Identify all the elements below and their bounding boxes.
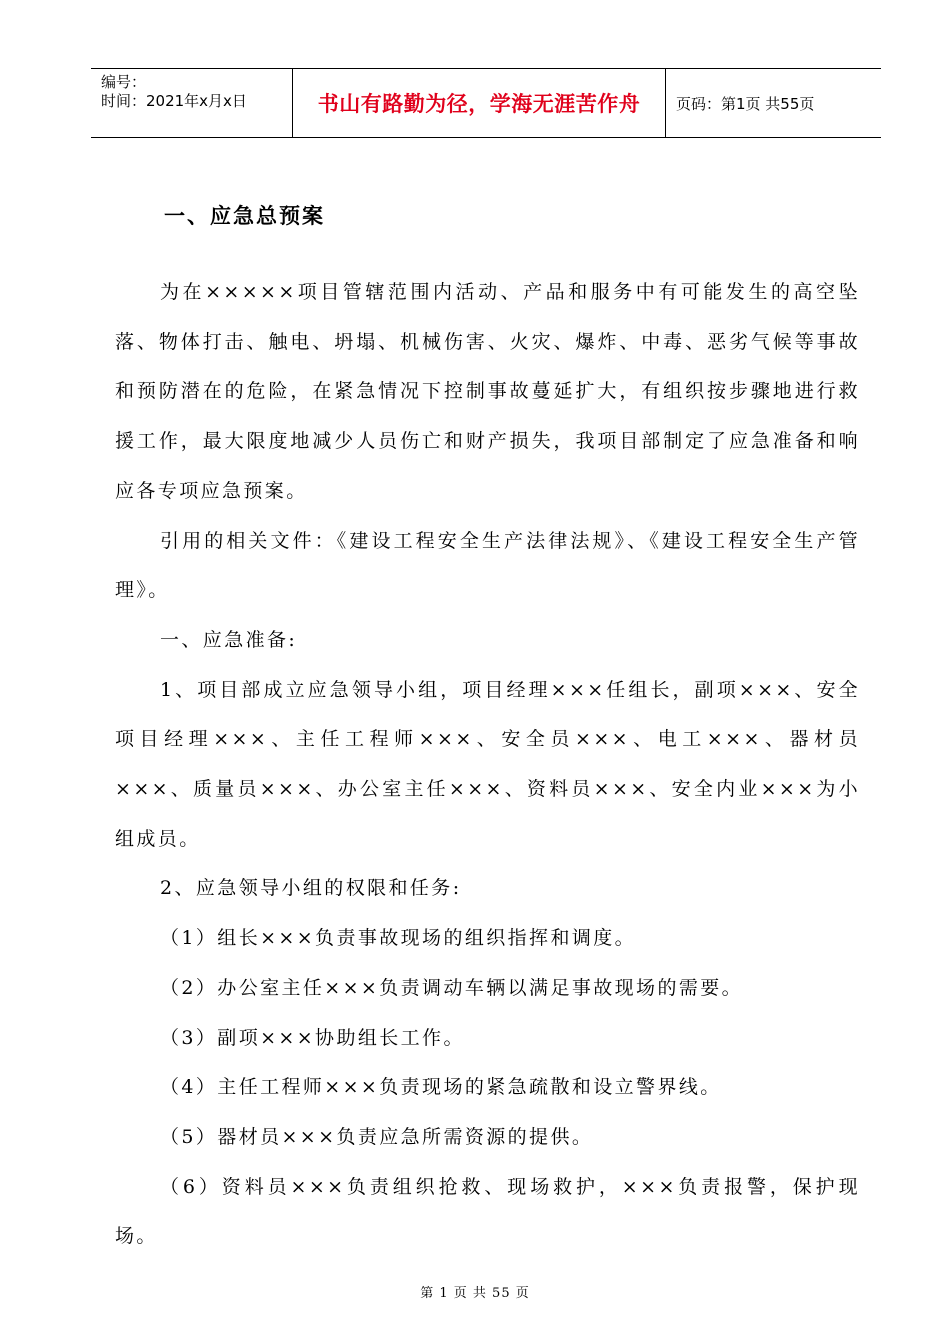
paragraph-references: 引用的相关文件：《建设工程安全生产法律法规》、《建设工程安全生产管理》。 <box>115 529 860 602</box>
list-item: （1）组长×××负责事故现场的组织指挥和调度。 <box>160 927 637 950</box>
paragraph-team: 1、项目部成立应急领导小组，项目经理×××任组长，副项×××、安全项目经理×××、主任工程师×××、安全员×××、电工×××、器材员×××、质量员×××、办公室主任×××、资料员×××、安全内业×××为小组成员。 <box>115 678 860 850</box>
document-date: 时间：2021年x月x日 <box>101 92 247 110</box>
header-motto-cell <box>293 69 666 137</box>
paragraph-authority-heading: 2、应急领导小组的权限和任务: <box>160 877 462 900</box>
document-header <box>91 68 881 138</box>
header-motto: 书山有路勤为径，学海无涯苦作舟 <box>317 92 641 116</box>
document-body <box>115 268 860 1262</box>
paragraph-intro: 为在×××××项目管辖范围内活动、产品和服务中有可能发生的高空坠落、物体打击、触电、坍塌、机械伤害、火灾、爆炸、中毒、恶劣气候等事故和预防潜在的危险，在紧急情况下控制事故蔓延扩大，有组织按步骤地进行救援工作，最大限度地减少人员伤亡和财产损失，我项目部制定了应急准备和响应各专项应急预案。 <box>115 281 860 502</box>
list-item: （3）副项×××协助组长工作。 <box>160 1026 465 1049</box>
list-item: （2）办公室主任×××负责调动车辆以满足事故现场的需要。 <box>160 976 744 999</box>
paragraph-heading-preparation: 一、应急准备: <box>160 628 298 651</box>
section-title: 一、应急总预案 <box>164 204 325 228</box>
header-page-info: 页码：第1页 共55页 <box>676 94 815 113</box>
document-number-label: 编号： <box>101 73 147 91</box>
page-footer: 第 1 页 共 55 页 <box>420 1286 530 1301</box>
list-item: （6）资料员×××负责组织抢救、现场救护，×××负责报警，保护现场。 <box>115 1175 860 1248</box>
header-info-cell <box>91 69 293 137</box>
list-item: （4）主任工程师×××负责现场的紧急疏散和设立警界线。 <box>160 1076 722 1099</box>
list-item: （5）器材员×××负责应急所需资源的提供。 <box>160 1125 594 1148</box>
header-page-cell <box>666 69 881 137</box>
